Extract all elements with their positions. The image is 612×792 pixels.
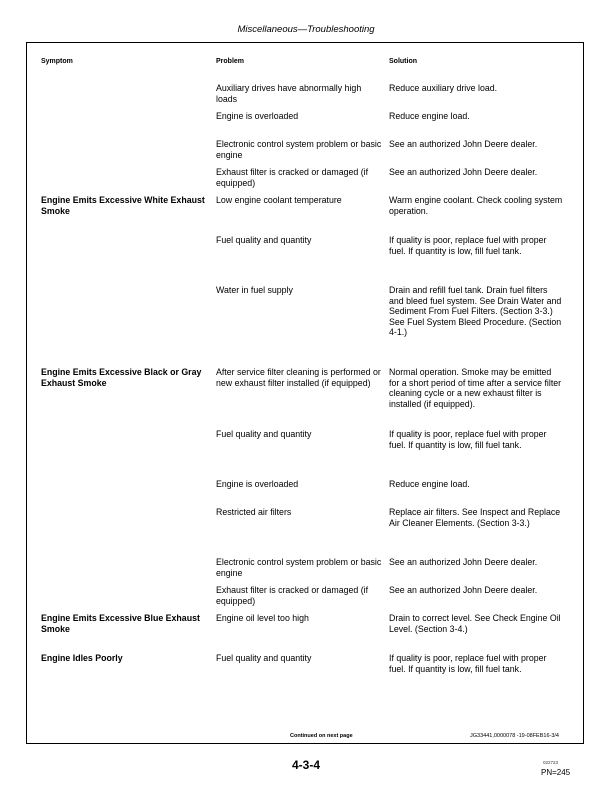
page-number: 4-3-4 [291, 758, 320, 772]
solution-cell: See an authorized John Deere dealer. [389, 585, 538, 595]
symptom-cell: Engine Emits Excessive White Exhaust Smoke [41, 195, 205, 216]
solution-cell: See an authorized John Deere dealer. [389, 139, 538, 149]
problem-cell: Restricted air filters [216, 507, 292, 517]
solution-cell: Reduce engine load. [389, 111, 470, 121]
solution-cell: Drain to correct level. See Check Engine Oil Level. (Section 3-4.) [389, 613, 561, 634]
problem-cell: Exhaust filter is cracked or damaged (if equipped) [216, 167, 369, 188]
symptom-cell: Engine Emits Excessive Black or Gray Exhaust Smoke [41, 367, 202, 388]
problem-cell: Engine oil level too high [216, 613, 309, 623]
problem-cell: Low engine coolant temperature [216, 195, 342, 205]
solution-cell: See an authorized John Deere dealer. [389, 167, 538, 177]
page-header-title: Miscellaneous—Troubleshooting [237, 24, 375, 35]
problem-cell: Electronic control system problem or basic engine [216, 557, 382, 578]
solution-cell: Drain and refill fuel tank. Drain fuel filters and bleed fuel system. See Drain Water and Sediment From Fuel Filters. (Section 3-3.) See Fuel System Bleed Procedure. (Section 4-1.) [389, 285, 562, 337]
solution-cell: Replace air filters. See Inspect and Replace Air Cleaner Elements. (Section 3-3.) [389, 507, 561, 528]
solution-cell: Reduce engine load. [389, 479, 470, 489]
solution-cell: Warm engine coolant. Check cooling system operation. [389, 195, 563, 216]
problem-cell: After service filter cleaning is performed or new exhaust filter installed (if equipped) [216, 367, 381, 388]
footer-code: 022723 [543, 760, 559, 765]
problem-cell: Engine is overloaded [216, 111, 299, 121]
symptom-cell: Engine Emits Excessive Blue Exhaust Smoke [41, 613, 200, 634]
problem-cell: Fuel quality and quantity [216, 653, 312, 663]
document-reference: JG33441,0000078 -19-08FEB16-3/4 [470, 733, 559, 739]
problem-cell: Engine is overloaded [216, 479, 299, 489]
problem-cell: Auxiliary drives have abnormally high loads [216, 83, 362, 104]
solution-cell: If quality is poor, replace fuel with proper fuel. If quantity is low, fill fuel tank. [389, 429, 547, 450]
problem-cell: Exhaust filter is cracked or damaged (if equipped) [216, 585, 369, 606]
solution-cell: If quality is poor, replace fuel with proper fuel. If quantity is low, fill fuel tank. [389, 235, 547, 256]
problem-cell: Fuel quality and quantity [216, 235, 312, 245]
continued-note: Continued on next page [290, 733, 353, 739]
problem-cell: Electronic control system problem or basic engine [216, 139, 382, 160]
problem-cell: Water in fuel supply [216, 285, 293, 295]
symptom-cell: Engine Idles Poorly [41, 653, 123, 663]
solution-cell: Reduce auxiliary drive load. [389, 83, 498, 93]
pn-label: PN=245 [541, 768, 571, 777]
column-header-problem: Problem [216, 58, 245, 65]
solution-cell: If quality is poor, replace fuel with proper fuel. If quantity is low, fill fuel tank. [389, 653, 547, 674]
solution-cell: See an authorized John Deere dealer. [389, 557, 538, 567]
column-header-solution: Solution [389, 58, 417, 65]
solution-cell: Normal operation. Smoke may be emitted for a short period of time after a service filter cleaning cycle or a new exhaust filter is installed (if equipped). [389, 367, 562, 409]
column-header-symptom: Symptom [41, 58, 73, 65]
problem-cell: Fuel quality and quantity [216, 429, 312, 439]
